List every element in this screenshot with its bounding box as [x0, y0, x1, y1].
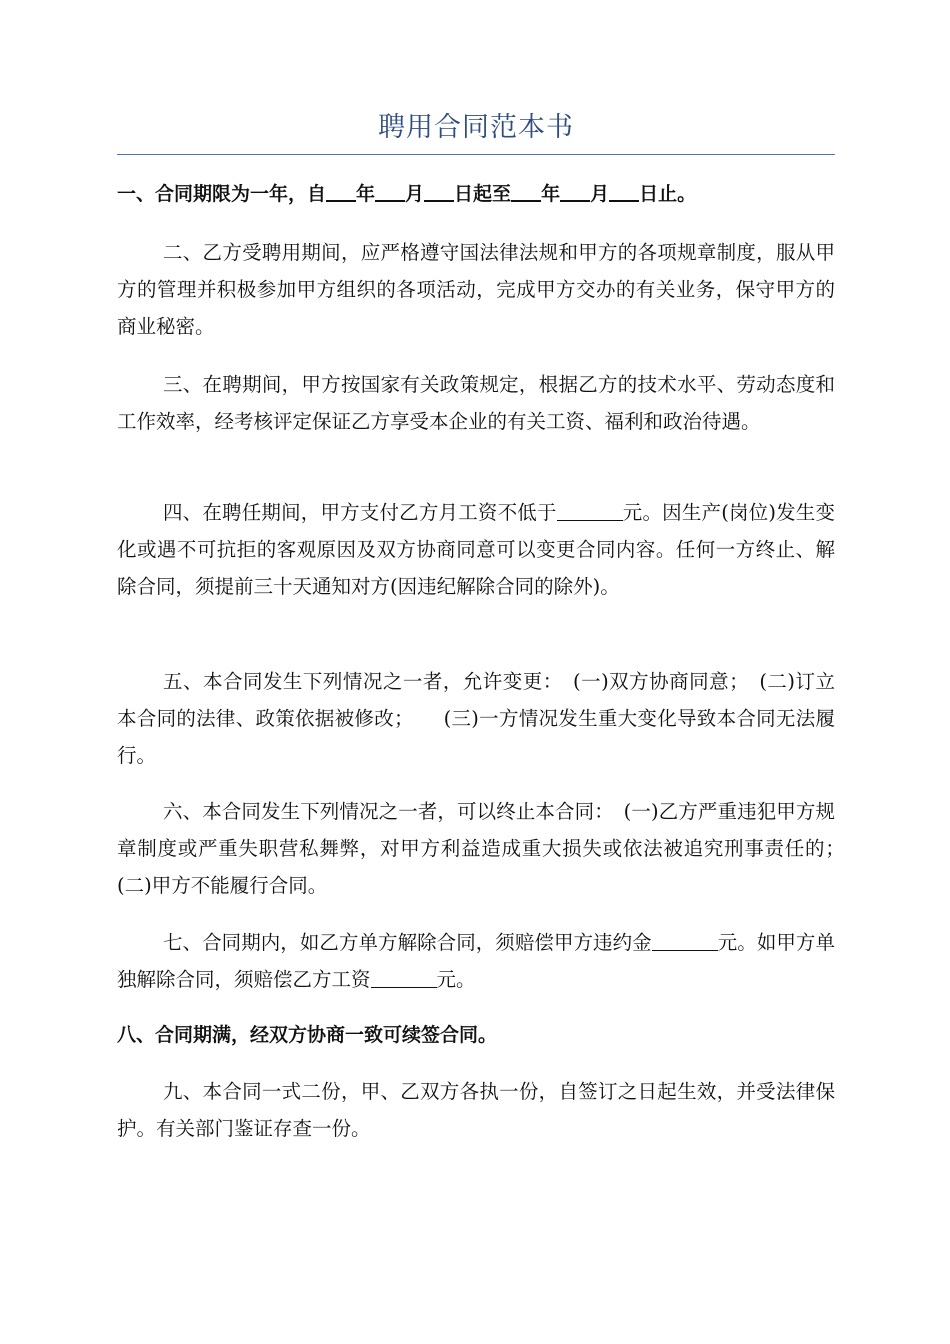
clause-4: [117, 494, 835, 605]
title-underline: [117, 154, 835, 155]
blank-compensation-amount: [371, 966, 437, 988]
clause-1-text-4: 日起至: [454, 183, 512, 205]
blank-end-day: [609, 179, 639, 202]
clause-4-text-1: 四、在聘任期间，甲方支付乙方月工资不低于: [163, 501, 557, 524]
clause-7-text-2: 元。如甲方单独解除合同，须赔偿乙方工资: [117, 931, 835, 991]
clause-1-text-7: 日止。: [639, 183, 697, 205]
clause-7: [117, 924, 835, 998]
clause-1-text-1: 一、合同期限为一年，自: [117, 183, 327, 205]
clause-4-text-2: 元。因生产(岗位)发生变化或遇不可抗拒的客观原因及双方协商同意可以变更合同内容。任何一方终止、解除合同，须提前三十天通知对方(因违纪解除合同的除外)。: [117, 501, 835, 598]
clause-6: 六、本合同发生下列情况之一者，可以终止本合同： (一)乙方严重违犯甲方规章制度或严重失职营私舞弊，对甲方利益造成重大损失或依法被追究刑事责任的； (二)甲方不能履行合同。: [117, 800, 875, 897]
clause-1: [117, 176, 835, 213]
clause-7-text-3: 元。: [436, 968, 476, 991]
blank-start-day: [424, 179, 454, 202]
clause-5: 五、本合同发生下列情况之一者，允许变更： (一)双方协商同意； (二)订立本合同的法律、政策依据被修改； (三)一方情况发生重大变化导致本合同无法履行。: [117, 670, 835, 767]
clause-2: 二、乙方受聘用期间，应严格遵守国法律法规和甲方的各项规章制度，服从甲方的管理并积极参加甲方组织的各项活动，完成甲方交办的有关业务，保守甲方的商业秘密。: [117, 241, 835, 338]
clause-1-text-2: 年: [356, 183, 376, 205]
blank-end-year: [511, 179, 541, 202]
clause-3: 三、在聘期间，甲方按国家有关政策规定，根据乙方的技术水平、劳动态度和工作效率，经考核评定保证乙方享受本企业的有关工资、福利和政治待遇。: [117, 373, 835, 433]
document-title: 聘用合同范本书: [378, 112, 574, 143]
clause-1-text-5: 年: [541, 183, 561, 205]
clause-9: 九、本合同一式二份，甲、乙双方各执一份，自签订之日起生效，并受法律保护。有关部门鉴证存查一份。: [117, 1080, 835, 1140]
blank-penalty-amount: [652, 929, 718, 951]
clause-8: 八、合同期满，经双方协商一致可续签合同。: [117, 1024, 498, 1046]
blank-start-year: [326, 179, 356, 202]
blank-end-month: [560, 179, 590, 202]
clause-1-text-3: 月: [405, 183, 425, 205]
clause-7-text-1: 七、合同期内，如乙方单方解除合同，须赔偿甲方违约金: [163, 931, 652, 954]
clause-1-text-6: 月: [590, 183, 610, 205]
blank-start-month: [375, 179, 405, 202]
blank-monthly-salary: [557, 499, 623, 521]
